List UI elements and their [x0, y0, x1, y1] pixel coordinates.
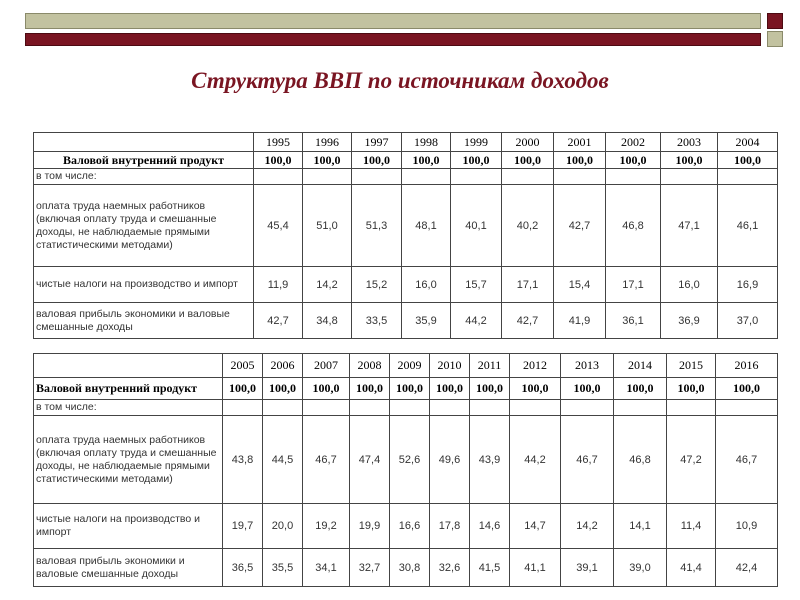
table-cell: [350, 400, 390, 416]
table-cell: 16,0: [661, 267, 718, 303]
year-header: 2005: [223, 354, 263, 378]
table-cell: 51,3: [352, 185, 402, 267]
table-cell: 100,0: [263, 378, 303, 400]
table-cell: 16,6: [390, 504, 430, 549]
table-row: [34, 378, 778, 400]
table-cell: [554, 169, 606, 185]
table-cell: 41,9: [554, 303, 606, 339]
year-header: 2011: [470, 354, 510, 378]
table-cell: 44,5: [263, 416, 303, 504]
table-cell: 100,0: [402, 152, 451, 169]
table-cell: 41,5: [470, 549, 510, 587]
table-cell: [502, 169, 554, 185]
table-cell: 14,1: [614, 504, 667, 549]
header-bar-top: [25, 13, 761, 29]
table-cell: 100,0: [451, 152, 502, 169]
table-cell: 34,1: [303, 549, 350, 587]
table-cell: 10,9: [716, 504, 778, 549]
table-cell: [223, 400, 263, 416]
table-cell: 20,0: [263, 504, 303, 549]
year-header: 2003: [661, 133, 718, 152]
year-header: 1995: [254, 133, 303, 152]
table-cell: 33,5: [352, 303, 402, 339]
table-cell: 100,0: [352, 152, 402, 169]
year-header: 1996: [303, 133, 352, 152]
table-cell: 44,2: [510, 416, 561, 504]
table-cell: 15,7: [451, 267, 502, 303]
table-header-row: [34, 133, 778, 152]
table-row: [34, 504, 778, 549]
header-square-bottom: [767, 31, 783, 47]
header-square-top: [767, 13, 783, 29]
table-cell: [303, 169, 352, 185]
year-header: 1999: [451, 133, 502, 152]
row-label: в том числе:: [34, 400, 223, 416]
row-label: валовая прибыль экономики и валовые смешанные доходы: [34, 303, 254, 339]
year-header: 2010: [430, 354, 470, 378]
table-cell: 100,0: [606, 152, 661, 169]
table-cell: 100,0: [470, 378, 510, 400]
table-cell: 100,0: [718, 152, 778, 169]
table-cell: 19,7: [223, 504, 263, 549]
table-cell: 14,7: [510, 504, 561, 549]
table-cell: 100,0: [716, 378, 778, 400]
year-header: 1998: [402, 133, 451, 152]
table-row: [34, 185, 778, 267]
table-row: [34, 169, 778, 185]
table-cell: 37,0: [718, 303, 778, 339]
table-cell: [561, 400, 614, 416]
table-cell: 49,6: [430, 416, 470, 504]
table-cell: 100,0: [390, 378, 430, 400]
table-cell: 100,0: [510, 378, 561, 400]
table-cell: 100,0: [223, 378, 263, 400]
table-cell: 45,4: [254, 185, 303, 267]
row-label: чистые налоги на производство и импорт: [34, 504, 223, 549]
table-cell: 100,0: [614, 378, 667, 400]
table-cell: 100,0: [554, 152, 606, 169]
table-cell: 11,9: [254, 267, 303, 303]
table-cell: [390, 400, 430, 416]
table-cell: 100,0: [254, 152, 303, 169]
table-cell: 100,0: [303, 378, 350, 400]
page-title: Структура ВВП по источникам доходов: [191, 68, 609, 93]
table-cell: 100,0: [502, 152, 554, 169]
table-cell: [451, 169, 502, 185]
year-header: 2004: [718, 133, 778, 152]
table-cell: 42,4: [716, 549, 778, 587]
table-cell: 32,6: [430, 549, 470, 587]
table-cell: 11,4: [667, 504, 716, 549]
table-row: [34, 152, 778, 169]
table-cell: 42,7: [254, 303, 303, 339]
year-header: 2016: [716, 354, 778, 378]
table-row: [34, 303, 778, 339]
table-cell: 100,0: [661, 152, 718, 169]
table-cell: [470, 400, 510, 416]
table-cell: 41,4: [667, 549, 716, 587]
table-cell: 16,9: [718, 267, 778, 303]
table-cell: 51,0: [303, 185, 352, 267]
table-cell: 17,1: [606, 267, 661, 303]
table-cell: 15,4: [554, 267, 606, 303]
row-label: Валовой внутренний продукт: [34, 152, 254, 169]
table-cell: 100,0: [430, 378, 470, 400]
table-cell: 43,8: [223, 416, 263, 504]
table-cell: [718, 169, 778, 185]
table-cell: 47,2: [667, 416, 716, 504]
table-cell: [263, 400, 303, 416]
row-label: оплата труда наемных работников (включая оплату труда и смешанные доходы, не наблюдаемые прямыми статистическими методами): [34, 185, 254, 267]
table-cell: [303, 400, 350, 416]
table-cell: 39,1: [561, 549, 614, 587]
table-cell: 43,9: [470, 416, 510, 504]
table-cell: 46,7: [561, 416, 614, 504]
table-row: [34, 416, 778, 504]
row-label: чистые налоги на производство и импорт: [34, 267, 254, 303]
table-cell: 46,7: [716, 416, 778, 504]
row-label: оплата труда наемных работников (включая оплату труда и смешанные доходы, не наблюдаемые прямыми статистическими методами): [34, 416, 223, 504]
table-cell: [667, 400, 716, 416]
table-cell: [254, 169, 303, 185]
table-row: [34, 400, 778, 416]
table-cell: 36,1: [606, 303, 661, 339]
table-cell: 42,7: [502, 303, 554, 339]
table-cell: 16,0: [402, 267, 451, 303]
year-header: 2013: [561, 354, 614, 378]
gdp-table-2005-2016: [33, 353, 778, 587]
header-corner-cell: [34, 133, 254, 152]
table-cell: 40,2: [502, 185, 554, 267]
table-cell: 19,9: [350, 504, 390, 549]
table-cell: 14,2: [303, 267, 352, 303]
table-cell: [402, 169, 451, 185]
table-header-row: [34, 354, 778, 378]
table-cell: 35,9: [402, 303, 451, 339]
table-cell: 17,1: [502, 267, 554, 303]
table-cell: 30,8: [390, 549, 430, 587]
year-header: 2009: [390, 354, 430, 378]
year-header: 2014: [614, 354, 667, 378]
table-cell: 47,4: [350, 416, 390, 504]
table-cell: 34,8: [303, 303, 352, 339]
table-cell: 100,0: [667, 378, 716, 400]
year-header: 2012: [510, 354, 561, 378]
table-cell: [510, 400, 561, 416]
table-cell: [430, 400, 470, 416]
year-header: 2015: [667, 354, 716, 378]
table-cell: 46,7: [303, 416, 350, 504]
table-cell: [716, 400, 778, 416]
table-cell: [606, 169, 661, 185]
table-cell: 36,9: [661, 303, 718, 339]
table-cell: 32,7: [350, 549, 390, 587]
table-cell: 48,1: [402, 185, 451, 267]
header-corner-cell: [34, 354, 223, 378]
table-cell: 39,0: [614, 549, 667, 587]
table-cell: 100,0: [303, 152, 352, 169]
header-bar-bottom: [25, 33, 761, 46]
table-row: [34, 549, 778, 587]
table-cell: 14,2: [561, 504, 614, 549]
year-header: 1997: [352, 133, 402, 152]
year-header: 2007: [303, 354, 350, 378]
table-cell: [614, 400, 667, 416]
year-header: 2008: [350, 354, 390, 378]
table-cell: [661, 169, 718, 185]
table-cell: 46,8: [614, 416, 667, 504]
table-cell: 100,0: [350, 378, 390, 400]
table-cell: 100,0: [561, 378, 614, 400]
table-cell: 52,6: [390, 416, 430, 504]
row-label: в том числе:: [34, 169, 254, 185]
table-cell: 35,5: [263, 549, 303, 587]
table-cell: [352, 169, 402, 185]
table-row: [34, 267, 778, 303]
table-cell: 40,1: [451, 185, 502, 267]
row-label: валовая прибыль экономики и валовые смешанные доходы: [34, 549, 223, 587]
year-header: 2006: [263, 354, 303, 378]
table-cell: 15,2: [352, 267, 402, 303]
row-label: Валовой внутренний продукт: [34, 378, 223, 400]
table-cell: 42,7: [554, 185, 606, 267]
table-cell: 46,8: [606, 185, 661, 267]
table-cell: 14,6: [470, 504, 510, 549]
table-cell: 17,8: [430, 504, 470, 549]
year-header: 2002: [606, 133, 661, 152]
year-header: 2001: [554, 133, 606, 152]
gdp-table-1995-2004: [33, 132, 778, 339]
table-cell: 36,5: [223, 549, 263, 587]
table-cell: 19,2: [303, 504, 350, 549]
year-header: 2000: [502, 133, 554, 152]
table-cell: 44,2: [451, 303, 502, 339]
table-cell: 41,1: [510, 549, 561, 587]
table-cell: 47,1: [661, 185, 718, 267]
table-cell: 46,1: [718, 185, 778, 267]
